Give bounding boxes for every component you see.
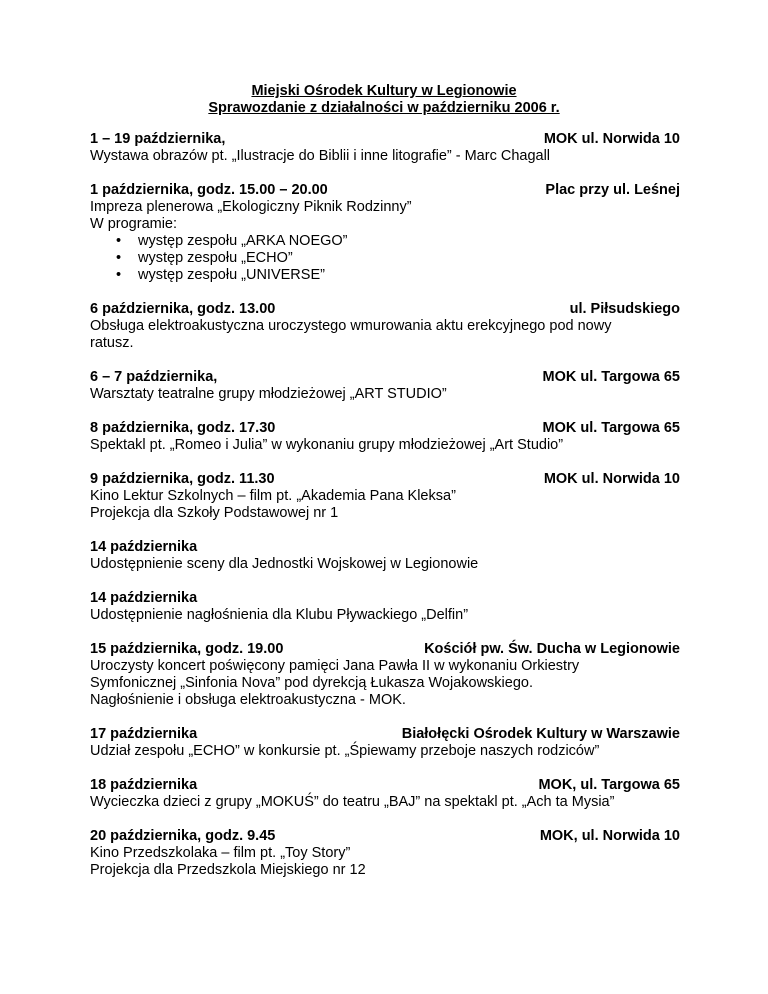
- document-title: Miejski Ośrodek Kultury w Legionowie: [251, 83, 517, 99]
- event-heading: [90, 420, 680, 437]
- event-entry: [90, 590, 680, 624]
- event-location: Kościół pw. Św. Ducha w Legionowie: [424, 641, 680, 657]
- program-list: [90, 233, 680, 284]
- event-date: 1 – 19 października,: [90, 131, 226, 147]
- event-date: 8 października, godz. 17.30: [90, 420, 276, 436]
- event-description-line: Symfonicznej „Sinfonia Nova” pod dyrekcją Łukasza Wojakowskiego.: [90, 675, 534, 691]
- event-description-line: Wycieczka dzieci z grupy „MOKUŚ” do teatru „BAJ” na spektakl pt. „Ach ta Mysia”: [90, 794, 615, 810]
- event-entry: [90, 369, 680, 403]
- event-description-line: W programie:: [90, 216, 178, 232]
- event-location: Plac przy ul. Leśnej: [545, 182, 680, 198]
- event-heading: [90, 369, 680, 386]
- event-date: 6 października, godz. 13.00: [90, 301, 276, 317]
- event-entry: [90, 539, 680, 573]
- program-list-item: • występ zespołu „UNIVERSE”: [138, 267, 680, 284]
- event-entry: [90, 301, 680, 352]
- event-description-line: Udostępnienie sceny dla Jednostki Wojskowej w Legionowie: [90, 556, 479, 572]
- event-location: ul. Piłsudskiego: [569, 301, 680, 317]
- event-date: 1 października, godz. 15.00 – 20.00: [90, 182, 328, 198]
- event-heading: [90, 301, 680, 318]
- event-list: [90, 131, 680, 896]
- event-date: 14 października: [90, 590, 198, 606]
- event-description-line: Udostępnienie nagłośnienia dla Klubu Pływackiego „Delfin”: [90, 607, 469, 623]
- event-entry: [90, 828, 680, 879]
- event-heading: [90, 471, 680, 488]
- event-entry: [90, 641, 680, 709]
- event-location: MOK, ul. Targowa 65: [538, 777, 680, 793]
- event-entry: [90, 777, 680, 811]
- event-location: Białołęcki Ośrodek Kultury w Warszawie: [401, 726, 680, 742]
- event-description-line: Obsługa elektroakustyczna uroczystego wmurowania aktu erekcyjnego pod nowy: [90, 318, 612, 334]
- event-description-line: Spektakl pt. „Romeo i Julia” w wykonaniu grupy młodzieżowej „Art Studio”: [90, 437, 564, 453]
- event-entry: [90, 420, 680, 454]
- event-description-line: Kino Lektur Szkolnych – film pt. „Akademia Pana Kleksa”: [90, 488, 456, 504]
- event-description-line: Projekcja dla Przedszkola Miejskiego nr 12: [90, 862, 366, 878]
- document-subtitle: Sprawozdanie z działalności w październiku 2006 r.: [208, 100, 560, 116]
- event-heading: [90, 590, 680, 607]
- event-description-line: Kino Przedszkolaka – film pt. „Toy Story”: [90, 845, 351, 861]
- event-description-line: Warsztaty teatralne grupy młodzieżowej „ART STUDIO”: [90, 386, 447, 402]
- event-heading: [90, 828, 680, 845]
- event-entry: [90, 182, 680, 284]
- event-date: 9 października, godz. 11.30: [90, 471, 275, 487]
- event-date: 20 października, godz. 9.45: [90, 828, 276, 844]
- event-date: 18 października: [90, 777, 198, 793]
- event-location: MOK ul. Norwida 10: [543, 131, 680, 147]
- event-entry: [90, 471, 680, 522]
- event-location: MOK ul. Targowa 65: [542, 369, 680, 385]
- event-heading: [90, 182, 680, 199]
- event-date: 14 października: [90, 539, 198, 555]
- event-heading: [90, 131, 680, 148]
- program-list-item: • występ zespołu „ECHO”: [138, 250, 680, 267]
- event-location: MOK ul. Targowa 65: [542, 420, 680, 436]
- event-location: MOK ul. Norwida 10: [543, 471, 680, 487]
- event-date: 15 października, godz. 19.00: [90, 641, 284, 657]
- event-date: 6 – 7 października,: [90, 369, 218, 385]
- event-description-line: Wystawa obrazów pt. „Ilustracje do Biblii i inne litografie” - Marc Chagall: [90, 148, 551, 164]
- event-location: MOK, ul. Norwida 10: [539, 828, 680, 844]
- event-description-line: Udział zespołu „ECHO” w konkursie pt. „Śpiewamy przeboje naszych rodziców”: [90, 743, 600, 759]
- event-description-line: Uroczysty koncert poświęcony pamięci Jana Pawła II w wykonaniu Orkiestry: [90, 658, 580, 674]
- program-list-item: • występ zespołu „ARKA NOEGO”: [138, 233, 680, 250]
- event-description-line: Nagłośnienie i obsługa elektroakustyczna - MOK.: [90, 692, 406, 708]
- event-date: 17 października: [90, 726, 198, 742]
- event-entry: [90, 726, 680, 760]
- document-header: [0, 83, 768, 117]
- event-description-line: ratusz.: [90, 335, 134, 351]
- event-heading: [90, 539, 680, 556]
- event-description-line: Impreza plenerowa „Ekologiczny Piknik Rodzinny”: [90, 199, 412, 215]
- event-heading: [90, 726, 680, 743]
- event-heading: [90, 777, 680, 794]
- event-description-line: Projekcja dla Szkoły Podstawowej nr 1: [90, 505, 339, 521]
- event-entry: [90, 131, 680, 165]
- event-heading: [90, 641, 680, 658]
